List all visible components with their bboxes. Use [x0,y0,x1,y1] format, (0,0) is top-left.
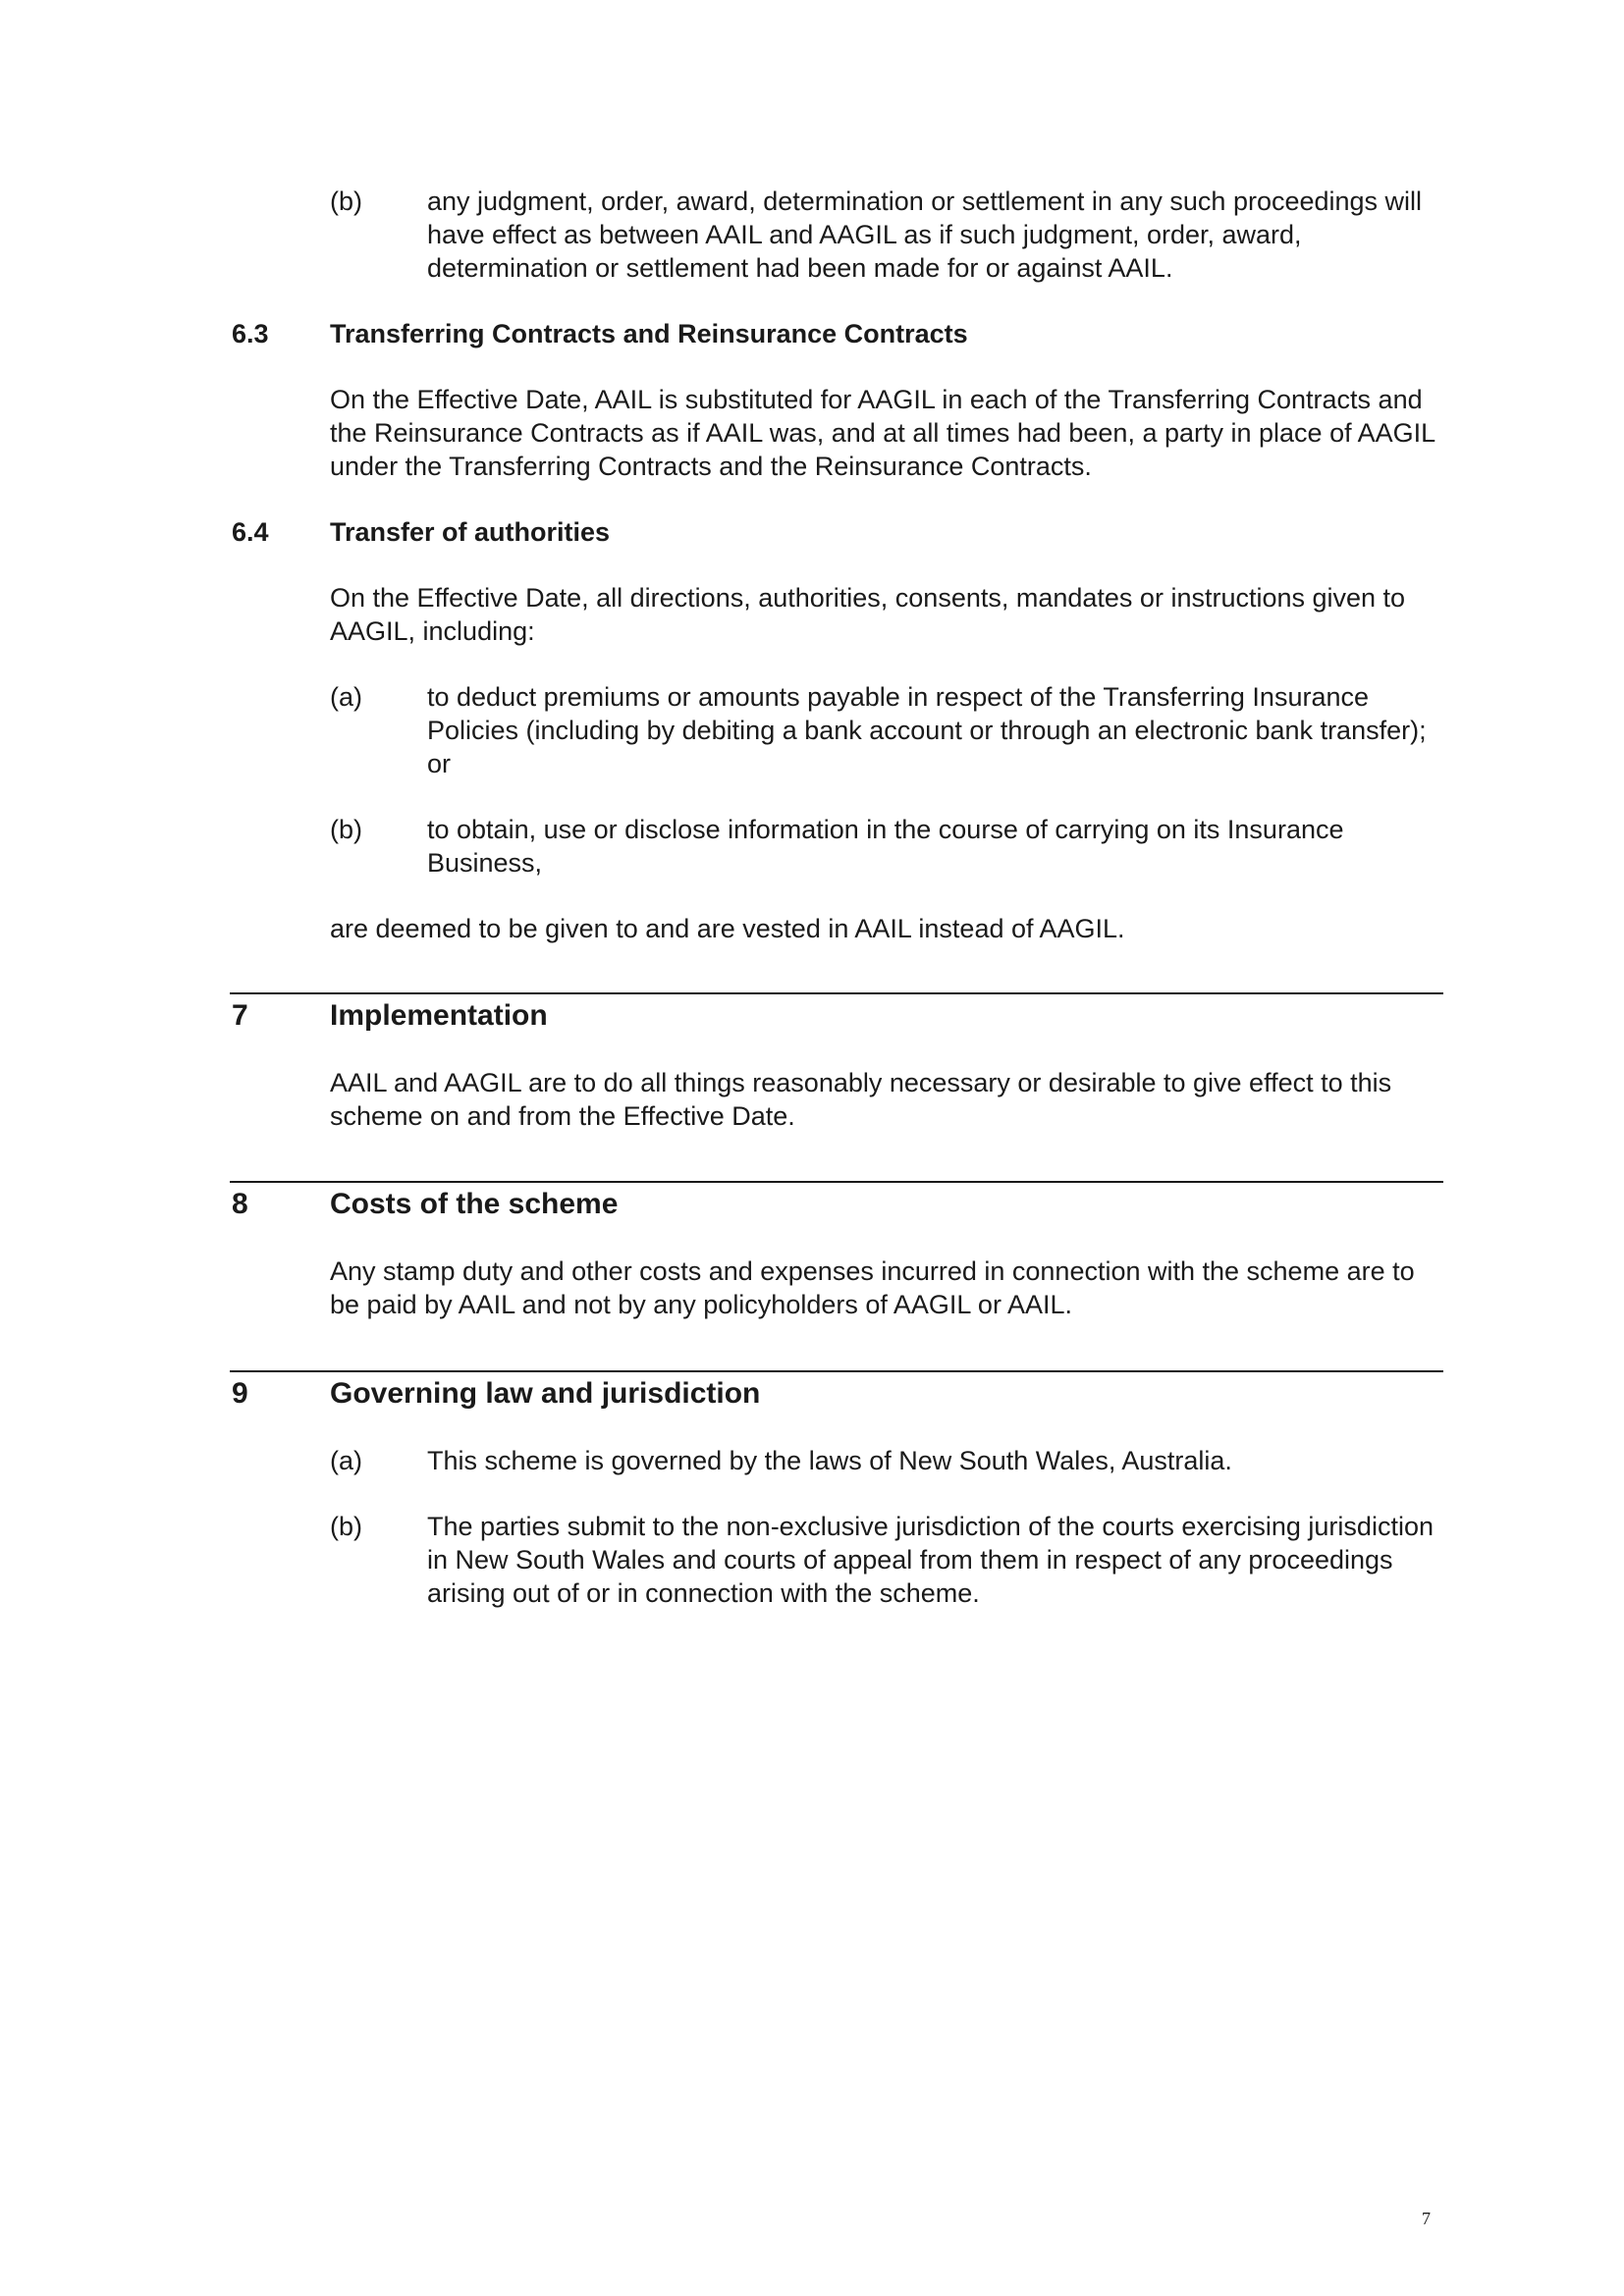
section-9-item-b [330,1510,1439,1610]
clause-number: 6.4 [232,517,269,547]
item-text: The parties submit to the non-exclusive jurisdiction of the courts exercising jurisdiction in New South Wales and courts of appeal from them in respect of any proceedings arising out of or in connection with the scheme. [427,1512,1434,1608]
item-text: any judgment, order, award, determination or settlement in any such proceedings will have effect as between AAIL and AAGIL as if such judgment, order, award, determination or settlement had been made for or against AAIL. [427,187,1423,283]
section-divider [230,1181,1443,1183]
clause-number: 6.3 [232,319,269,348]
section-title: Costs of the scheme [330,1188,619,1220]
item-text: This scheme is governed by the laws of New South Wales, Australia. [427,1446,1232,1475]
section-title: Implementation [330,999,548,1032]
section-number: 8 [232,1188,248,1220]
section-divider [230,992,1443,994]
item-text: to obtain, use or disclose information in the course of carrying on its Insurance Business, [427,815,1344,878]
section-divider [230,1370,1443,1372]
section-8-body: Any stamp duty and other costs and expenses incurred in connection with the scheme are to be paid by AAIL and not by any policyholders of AAGIL or AAIL. [330,1256,1415,1319]
page-number: 7 [1422,2209,1431,2228]
section-number: 7 [232,999,248,1032]
clause-6-4-item-a [330,680,1439,780]
section-title: Governing law and jurisdiction [330,1377,761,1410]
clause-6-3-body: On the Effective Date, AAIL is substituted for AAGIL in each of the Transferring Contracts and the Reinsurance Contracts as if AAIL was, and at all times had been, a party in place of AAGIL under the Transferring Contracts and the Reinsurance Contracts. [330,385,1435,481]
item-marker: (b) [330,815,362,844]
clause-6-4-item-b [330,813,1439,880]
clause-6-2-item-b [330,185,1439,285]
item-marker: (a) [330,1446,362,1475]
item-marker: (a) [330,682,362,712]
clause-title: Transferring Contracts and Reinsurance Contracts [330,319,968,348]
section-number: 9 [232,1377,248,1410]
clause-title: Transfer of authorities [330,517,611,547]
section-9-item-a [330,1444,1439,1477]
clause-6-4-intro: On the Effective Date, all directions, authorities, consents, mandates or instructions given to AAGIL, including: [330,583,1406,646]
item-text: to deduct premiums or amounts payable in respect of the Transferring Insurance Policies (including by debiting a bank account or through an electronic bank transfer); or [427,682,1427,778]
item-marker: (b) [330,187,362,216]
item-marker: (b) [330,1512,362,1541]
clause-6-4-closing: are deemed to be given to and are vested in AAIL instead of AAGIL. [330,914,1125,943]
section-7-body: AAIL and AAGIL are to do all things reasonably necessary or desirable to give effect to this scheme on and from the Effective Date. [330,1068,1392,1131]
